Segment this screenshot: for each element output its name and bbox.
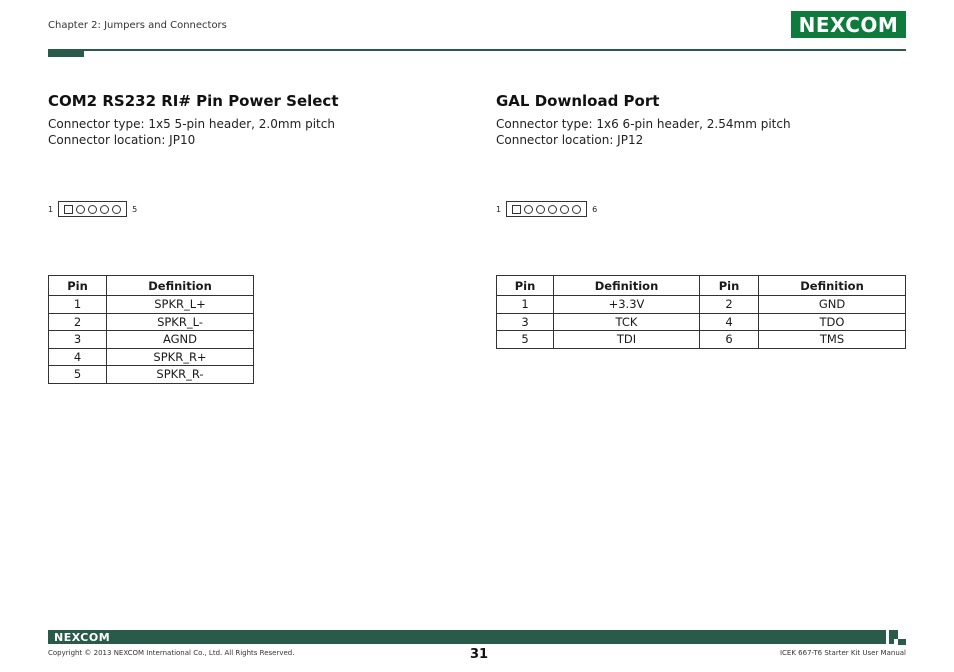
jp10-pin-last-label: 5 <box>132 204 138 214</box>
chapter-heading: Chapter 2: Jumpers and Connectors <box>48 20 227 31</box>
jp10-title: COM2 RS232 RI# Pin Power Select <box>48 92 339 110</box>
definition-cell: GND <box>759 296 906 314</box>
definition-cell: TCK <box>554 313 700 331</box>
definition-cell: +3.3V <box>554 296 700 314</box>
footer-accent-square <box>898 639 906 645</box>
definition-cell: SPKR_L- <box>107 313 254 331</box>
logo-text: NEXCOM <box>798 12 899 37</box>
jp12-section <box>496 92 906 148</box>
pin-1-square <box>64 205 73 214</box>
jp10-pin-table <box>48 275 254 384</box>
jp12-pin-table <box>496 275 906 349</box>
table-row <box>497 313 906 331</box>
jp10-connector-location: Connector location: JP10 <box>48 133 196 147</box>
pin-circle <box>536 205 545 214</box>
pin-cell: 1 <box>49 296 107 314</box>
table-row <box>49 366 254 384</box>
manual-title: ICEK 667-T6 Starter Kit User Manual <box>779 649 906 657</box>
definition-cell: TDO <box>759 313 906 331</box>
pin-circle <box>560 205 569 214</box>
pin-circle <box>100 205 109 214</box>
table-row <box>497 296 906 314</box>
pin-circle <box>76 205 85 214</box>
column-header-definition: Definition <box>107 276 254 296</box>
nexcom-logo <box>791 11 906 38</box>
column-header-pin: Pin <box>700 276 759 296</box>
pin-circle <box>88 205 97 214</box>
header-divider <box>48 49 906 51</box>
column-header-definition: Definition <box>759 276 906 296</box>
pin-cell: 2 <box>49 313 107 331</box>
pin-1-square <box>512 205 521 214</box>
jp12-title: GAL Download Port <box>496 92 660 110</box>
column-header-pin: Pin <box>497 276 554 296</box>
footer-logo: NEXCOM <box>54 631 111 644</box>
pin-circle <box>548 205 557 214</box>
column-header-definition: Definition <box>554 276 700 296</box>
pin-cell: 1 <box>497 296 554 314</box>
jp10-pin-header <box>58 201 127 217</box>
definition-cell: SPKR_R- <box>107 366 254 384</box>
pin-cell: 4 <box>700 313 759 331</box>
definition-cell: AGND <box>107 331 254 349</box>
table-header-row <box>49 276 254 296</box>
pin-cell: 4 <box>49 348 107 366</box>
pin-circle <box>112 205 121 214</box>
definition-cell: SPKR_R+ <box>107 348 254 366</box>
pin-cell: 3 <box>497 313 554 331</box>
jp12-connector-type: Connector type: 1x6 6-pin header, 2.54mm pitch <box>496 117 791 131</box>
header-accent-block <box>48 49 84 57</box>
table-row <box>49 296 254 314</box>
jp10-section <box>48 92 448 148</box>
pin-cell: 5 <box>497 331 554 349</box>
pin-cell: 6 <box>700 331 759 349</box>
table-row <box>49 348 254 366</box>
definition-cell: TMS <box>759 331 906 349</box>
jp12-connector-location: Connector location: JP12 <box>496 133 644 147</box>
pin-cell: 2 <box>700 296 759 314</box>
pin-circle <box>572 205 581 214</box>
copyright-text: Copyright © 2013 NEXCOM International Co., Ltd. All Rights Reserved. <box>48 649 295 657</box>
jp12-pin-first-label: 1 <box>496 204 502 214</box>
table-header-row <box>497 276 906 296</box>
footer-accent-square <box>889 639 894 644</box>
jp12-pin-diagram <box>496 201 597 217</box>
pin-cell: 5 <box>49 366 107 384</box>
page-number: 31 <box>470 647 489 662</box>
footer-accent-square <box>889 630 898 639</box>
column-header-pin: Pin <box>49 276 107 296</box>
pin-cell: 3 <box>49 331 107 349</box>
jp10-connector-type: Connector type: 1x5 5-pin header, 2.0mm pitch <box>48 117 335 131</box>
table-row <box>497 331 906 349</box>
jp12-pin-last-label: 6 <box>592 204 598 214</box>
jp10-pin-first-label: 1 <box>48 204 54 214</box>
definition-cell: SPKR_L+ <box>107 296 254 314</box>
table-row <box>49 313 254 331</box>
footer-bar <box>48 630 886 644</box>
definition-cell: TDI <box>554 331 700 349</box>
pin-circle <box>524 205 533 214</box>
jp10-pin-diagram <box>48 201 137 217</box>
jp12-pin-header <box>506 201 587 217</box>
table-row <box>49 331 254 349</box>
